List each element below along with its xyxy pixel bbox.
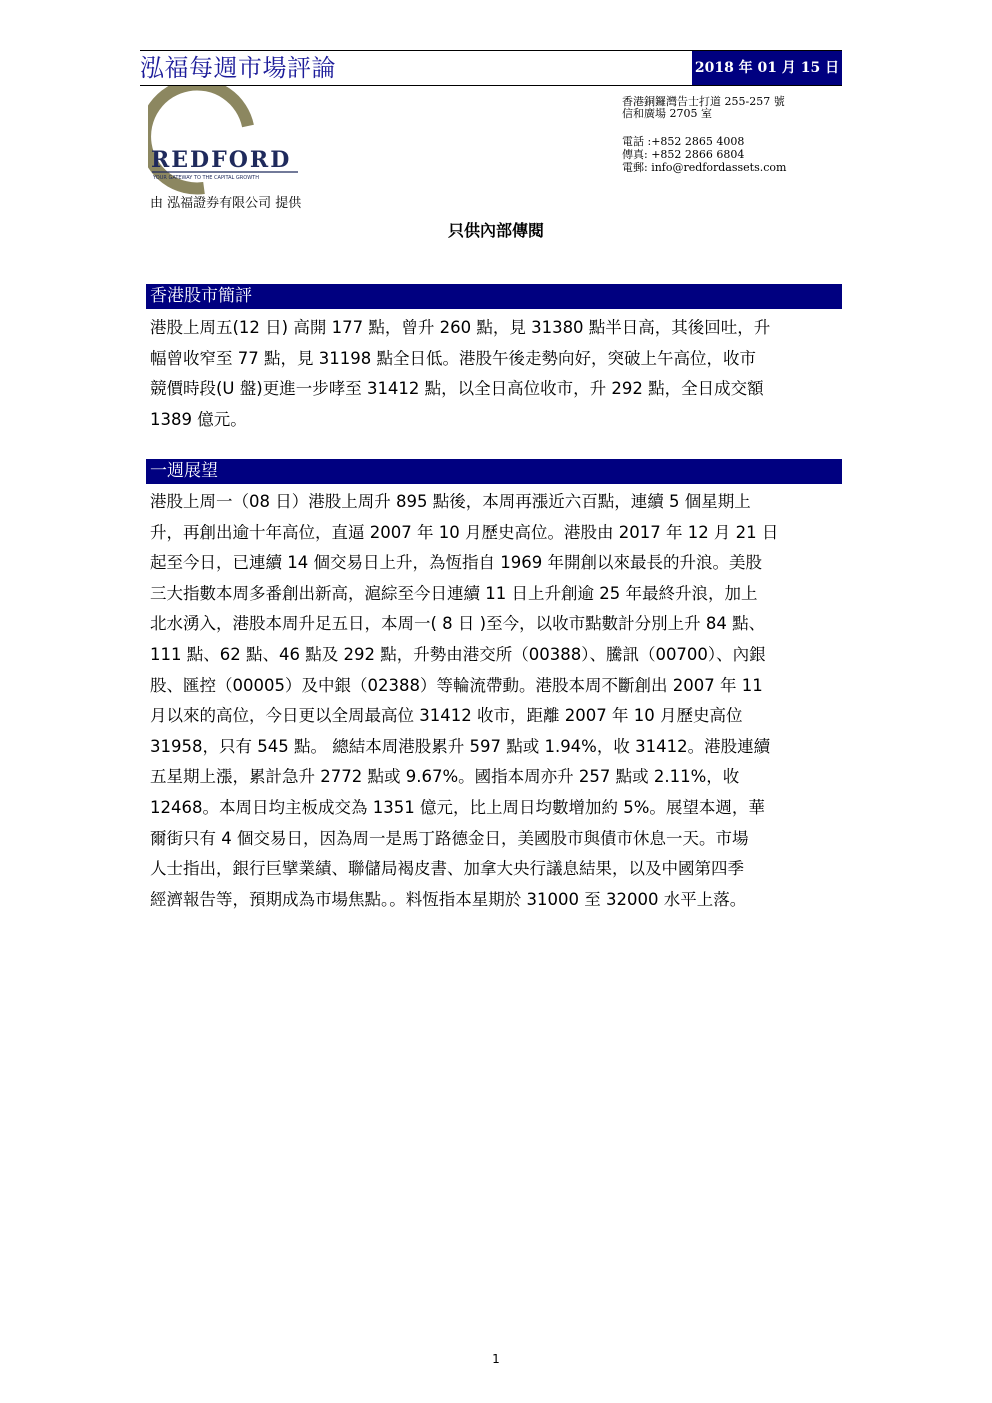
- body-line: 股、匯控（00005）及中銀（02388）等輪流帶動。港股本周不斷創出 2007 年 11: [150, 675, 763, 695]
- contact-email: 電郵: info@redfordassets.com: [622, 161, 787, 174]
- body-line: 爾街只有 4 個交易日，因為周一是馬丁路德金日，美國股市與債市休息一天。市場: [150, 828, 749, 848]
- body-line: 111 點、62 點、46 點及 292 點，升勢由港交所（00388）、騰訊（00700）、內銀: [150, 644, 766, 664]
- redford-logo: [148, 86, 308, 196]
- internal-circulation-notice: 只供內部傳閱: [447, 221, 544, 240]
- body-line: 1389 億元。: [150, 409, 247, 429]
- section-body-hk-market: [150, 313, 842, 435]
- body-line: 月以來的高位，今日更以全周最高位 31412 收市，距離 2007 年 10 月歷史高位: [150, 706, 743, 726]
- body-line: 三大指數本周多番創出新高，滬綜至今日連續 11 日上升創逾 25 年最終升浪，加上: [150, 583, 758, 603]
- body-line: 人士指出，銀行巨擘業績、聯儲局褐皮書、加拿大央行議息結果，以及中國第四季: [150, 859, 744, 879]
- section-heading-weekly-outlook: 一週展望: [146, 459, 842, 484]
- body-line: 起至今日，已連續 14 個交易日上升，為恆指自 1969 年開創以來最長的升浪。美股: [150, 553, 762, 573]
- body-line: 競價時段(U 盤)更進一步哮至 31412 點，以全日高位收市，升 292 點，全日成交額: [150, 379, 764, 399]
- page-number: 1: [492, 1352, 500, 1366]
- body-line: 31958，只有 545 點。 總結本周港股累升 597 點或 1.94%，收 31412。港股連續: [150, 736, 771, 756]
- body-line: 港股上周一（08 日）港股上周升 895 點後，本周再漲近六百點，連續 5 個星期上: [150, 492, 751, 511]
- address-line-2: 信和廣場 2705 室: [622, 107, 712, 120]
- contact-fax: 傳真: +852 2866 6804: [622, 148, 745, 161]
- body-line: 經濟報告等，預期成為市場焦點。。料恆指本星期於 31000 至 32000 水平上落。: [150, 889, 747, 909]
- contact-phone: 電話 :+852 2865 4008: [622, 135, 745, 148]
- section-body-weekly-outlook: [150, 487, 842, 915]
- logo-tagline: YOUR GATEWAY TO THE CAPITAL GROWTH: [153, 175, 259, 181]
- body-line: 幅曾收窄至 77 點，見 31198 點全日低。港股午後走勢向好，突破上午高位，收市: [150, 348, 756, 368]
- address-line-1: 香港銅鑼灣告士打道 255-257 號: [622, 95, 785, 108]
- report-header: [140, 50, 842, 86]
- logo-brand-text: REDFORD: [151, 147, 292, 173]
- report-date: 2018 年 01 月 15 日: [692, 51, 842, 85]
- provided-by-text: 由 泓福證券有限公司 提供: [150, 196, 302, 211]
- logo-arc: [148, 86, 248, 188]
- body-line: 升，再創出逾十年高位，直逼 2007 年 10 月歷史高位。港股由 2017 年 12 月 21 日: [150, 522, 779, 542]
- body-line: 五星期上漲，累計急升 2772 點或 9.67%。國指本周亦升 257 點或 2.11%，收: [150, 767, 740, 787]
- report-title: 泓福每週市場評論: [140, 54, 336, 82]
- body-line: 北水湧入，港股本周升足五日，本周一( 8 日 )至今，以收市點數計分別上升 84 點、: [150, 614, 766, 634]
- body-line: 12468。本周日均主板成交為 1351 億元，比上周日均數增加約 5%。展望本週，華: [150, 797, 765, 817]
- body-line: 港股上周五(12 日) 高開 177 點，曾升 260 點，見 31380 點半日高，其後回吐，升: [150, 318, 771, 337]
- section-heading-hk-market: 香港股市簡評: [146, 284, 842, 309]
